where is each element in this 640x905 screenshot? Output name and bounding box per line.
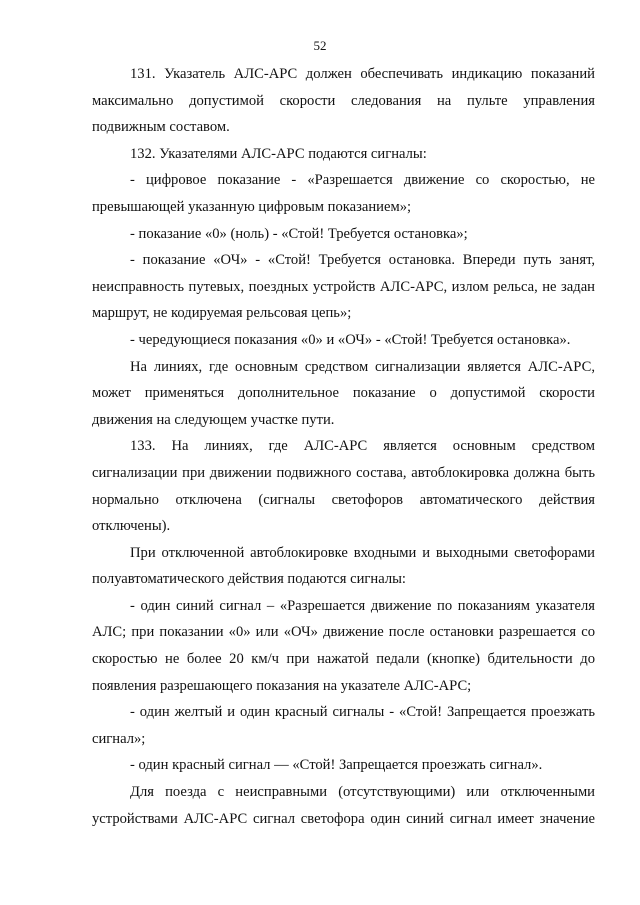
paragraph-133: 133. На линиях, где АЛС-АРС является основным средством сигнализации при движении подвижного состава, автоблокировка должна быть нормально отключена (сигналы светофоров автоматического действия отключены). [92,438,595,535]
list-item-digital-indication: - цифровое показание - «Разрешается движение со скоростью, не превышающей указанную цифровым показанием»; [92,172,595,215]
list-item-och-indication: - показание «ОЧ» - «Стой! Требуется остановка. Впереди путь занят, неисправность путевых, поездных устройств АЛС-АРС, излом рельса, не задан маршрут, не кодируемая рельсовая цепь»; [92,252,595,322]
list-item-alternating-indication: - чередующиеся показания «0» и «ОЧ» - «Стой! Требуется остановка». [130,331,571,348]
paragraph-131: 131. Указатель АЛС-АРС должен обеспечивать индикацию показаний максимально допустимой скорости следования на пульте управления подвижным составом. [92,66,595,136]
list-item-yellow-red-signal: - один желтый и один красный сигналы - «Стой! Запрещается проезжать сигнал»; [92,704,595,747]
paragraph-132-intro: 132. Указателями АЛС-АРС подаются сигналы: [130,145,427,162]
list-item-red-signal: - один красный сигнал — «Стой! Запрещается проезжать сигнал». [130,757,543,774]
document-body [92,61,595,832]
page-number: 52 [313,38,327,53]
paragraph-additional-indication: На линиях, где основным средством сигнализации является АЛС-АРС, может применяться дополнительное показание о допустимой скорости движения на следующем участке пути. [92,358,595,428]
paragraph-faulty-devices: Для поезда с неисправными (отсутствующими) или отключенными устройствами АЛС-АРС сигнал светофора один синий сигнал имеет значение [92,784,595,827]
paragraph-disabled-autoblock: При отключенной автоблокировке входными и выходными светофорами полуавтоматического действия подаются сигналы: [92,544,595,588]
list-item-blue-signal: - один синий сигнал – «Разрешается движение по показаниям указателя АЛС; при показании «0» или «ОЧ» движение после остановки разрешается со скоростью не более 20 км/ч при нажатой педали (кнопке) бдительности до появления разрешающего показания на указателе АЛС-АРС; [92,597,595,694]
list-item-zero-indication: - показание «0» (ноль) - «Стой! Требуется остановка»; [130,225,468,242]
